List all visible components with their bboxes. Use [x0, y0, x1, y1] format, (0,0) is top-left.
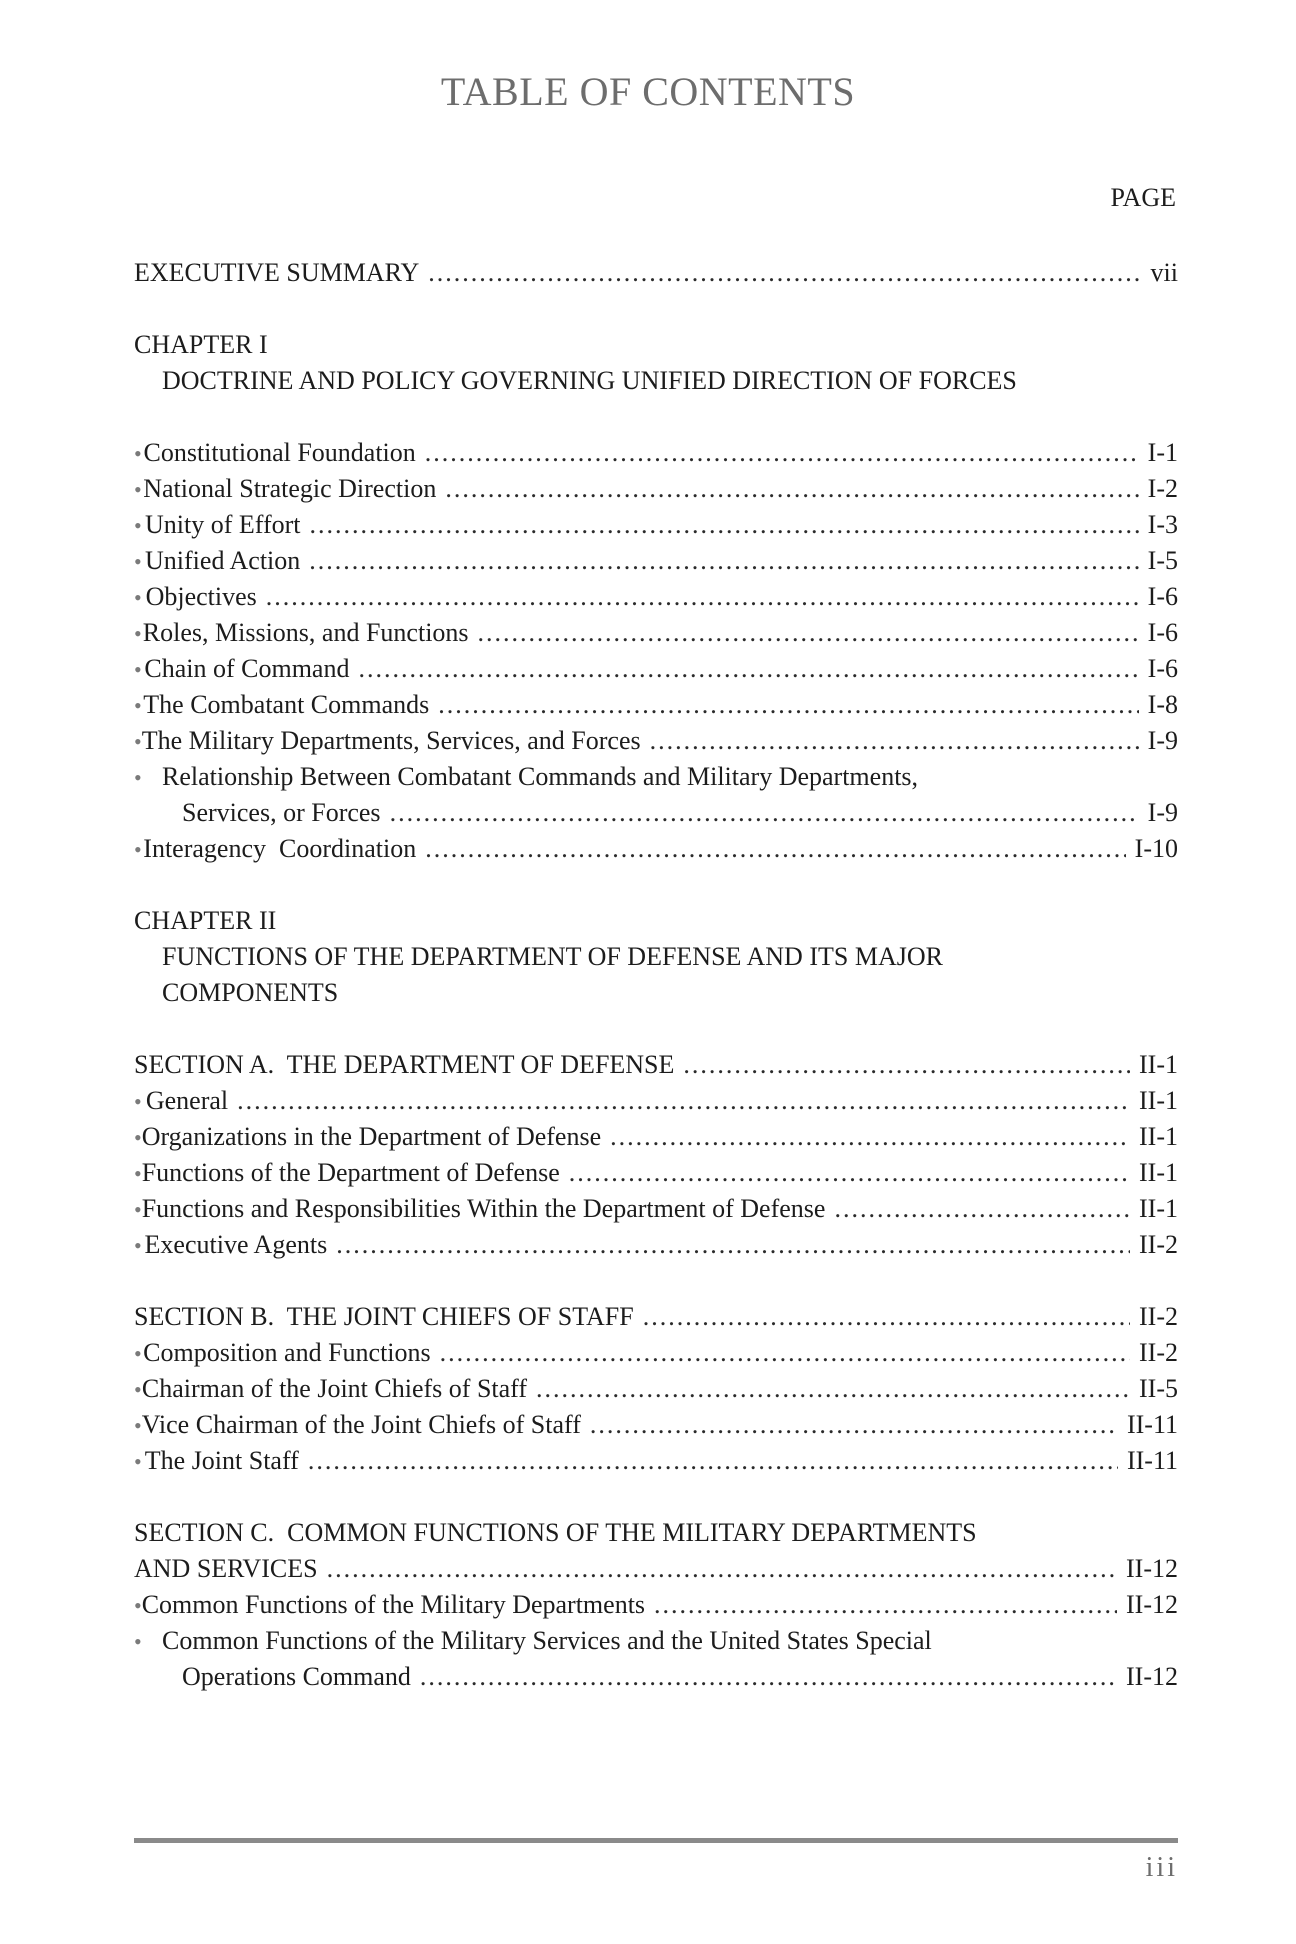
toc-entry[interactable] — [134, 1443, 1178, 1479]
toc-entry[interactable] — [134, 543, 1178, 579]
toc-section-a[interactable] — [134, 1047, 1178, 1083]
chapter-title-line1: FUNCTIONS OF THE DEPARTMENT OF DEFENSE AND ITS MAJOR — [162, 942, 943, 971]
toc-entry-page: II-12 — [1126, 1662, 1178, 1691]
toc-entry-label: Functions of the Department of Defense — [141, 1158, 560, 1187]
toc-entry-label: The Combatant Commands — [143, 690, 430, 719]
toc-entry[interactable] — [134, 579, 1178, 615]
bullet-icon: • — [134, 1233, 142, 1258]
dot-leader — [569, 1155, 1130, 1191]
toc-entry-label-line2: Operations Command — [182, 1662, 411, 1691]
toc-entry-label: Objectives — [145, 582, 257, 611]
toc-entry-label: The Military Departments, Services, and Forces — [141, 726, 641, 755]
toc-entry[interactable] — [134, 1335, 1178, 1371]
toc-entry[interactable] — [134, 1083, 1178, 1119]
toc-entry[interactable] — [134, 471, 1178, 507]
dot-leader — [478, 615, 1139, 651]
toc-entry-page: II-11 — [1126, 1446, 1178, 1475]
bullet-icon: • — [134, 1629, 142, 1654]
toc-entry-label: Roles, Missions, and Functions — [142, 618, 469, 647]
dot-leader — [308, 1443, 1118, 1479]
dot-leader — [425, 435, 1139, 471]
chapter-heading: CHAPTER II — [134, 906, 277, 935]
dot-leader — [610, 1119, 1130, 1155]
toc-entry-page: I-3 — [1147, 510, 1178, 539]
toc-entry[interactable] — [134, 1371, 1178, 1407]
toc-entry-page: I-5 — [1147, 546, 1178, 575]
bullet-icon: • — [134, 549, 142, 574]
toc-entry-label: EXECUTIVE SUMMARY — [134, 258, 420, 287]
toc-entry-page: II-2 — [1139, 1338, 1178, 1367]
toc-entry-label-line2: Services, or Forces — [182, 798, 381, 827]
section-page: II-2 — [1139, 1302, 1178, 1331]
toc-entry-label: The Joint Staff — [144, 1446, 299, 1475]
toc-entry-page: I-10 — [1134, 834, 1178, 863]
bullet-icon: • — [134, 585, 142, 610]
toc-entry-label: Constitutional Foundation — [143, 438, 416, 467]
toc-entry-page: II-11 — [1126, 1410, 1178, 1439]
toc-entry[interactable] — [134, 1191, 1178, 1227]
toc-entry-executive-summary[interactable] — [134, 255, 1178, 291]
toc-entry-label: Common Functions of the Military Departments — [141, 1590, 646, 1619]
dot-leader — [425, 831, 1125, 867]
toc-entry[interactable] — [134, 435, 1178, 471]
toc-entry[interactable] — [134, 1119, 1178, 1155]
page-number: iii — [1145, 1852, 1178, 1883]
bullet-icon: • — [134, 621, 142, 646]
bullet-icon: • — [134, 1449, 142, 1474]
toc-entry-label: Executive Agents — [144, 1230, 328, 1259]
dot-leader — [336, 1227, 1130, 1263]
dot-leader — [390, 795, 1139, 831]
dot-leader — [643, 1299, 1130, 1335]
toc-entry-page: II-12 — [1126, 1590, 1178, 1619]
dot-leader — [438, 687, 1138, 723]
table-of-contents — [134, 255, 1178, 1695]
bullet-icon: • — [134, 1125, 142, 1150]
toc-entry-label: Chairman of the Joint Chiefs of Staff — [141, 1374, 528, 1403]
toc-entry-label: Vice Chairman of the Joint Chiefs of Staff — [141, 1410, 581, 1439]
section-label: SECTION A. THE DEPARTMENT OF DEFENSE — [134, 1050, 675, 1079]
dot-leader — [428, 255, 1141, 291]
dot-leader — [327, 1551, 1117, 1587]
dot-leader — [310, 507, 1139, 543]
bullet-icon: • — [134, 693, 142, 718]
section-page: II-12 — [1126, 1554, 1178, 1583]
toc-entry-page: I-6 — [1147, 618, 1178, 647]
bullet-icon: • — [134, 441, 142, 466]
dot-leader — [654, 1587, 1117, 1623]
footer-rule — [134, 1838, 1178, 1843]
toc-entry-page: II-1 — [1139, 1194, 1178, 1223]
dot-leader — [266, 579, 1139, 615]
toc-entry-page: I-9 — [1147, 798, 1178, 827]
dot-leader — [445, 471, 1138, 507]
bullet-icon: • — [134, 477, 142, 502]
toc-entry-label: Interagency Coordination — [143, 834, 417, 863]
chapter-title-line2: COMPONENTS — [162, 978, 339, 1007]
toc-entry-label: Unity of Effort — [145, 510, 301, 539]
bullet-icon: • — [134, 837, 142, 862]
toc-entry-page: II-1 — [1139, 1158, 1178, 1187]
toc-entry-page: I-6 — [1147, 582, 1178, 611]
toc-entry-multiline[interactable] — [134, 1623, 1178, 1659]
toc-entry-label: Organizations in the Department of Defense — [141, 1122, 602, 1151]
toc-entry-page: I-2 — [1147, 474, 1178, 503]
toc-entry-label: General — [145, 1086, 229, 1115]
page-title: TABLE OF CONTENTS — [440, 69, 856, 114]
bullet-icon: • — [134, 513, 142, 538]
toc-entry-label-line1: Relationship Between Combatant Commands and Military Departments, — [162, 762, 919, 791]
toc-entry-multiline[interactable] — [134, 759, 1178, 795]
toc-entry-label-line1: Common Functions of the Military Services and the United States Special — [162, 1626, 932, 1655]
section-label: SECTION B. THE JOINT CHIEFS OF STAFF — [134, 1302, 634, 1331]
toc-entry-page: II-2 — [1139, 1230, 1178, 1259]
toc-entry[interactable] — [134, 723, 1178, 759]
toc-entry-label: Unified Action — [145, 546, 301, 575]
dot-leader — [309, 543, 1138, 579]
toc-entry[interactable] — [134, 1587, 1178, 1623]
bullet-icon: • — [134, 657, 142, 682]
toc-entry[interactable] — [134, 1407, 1178, 1443]
toc-entry-page: I-8 — [1147, 690, 1178, 719]
toc-entry[interactable] — [134, 507, 1178, 543]
toc-entry-page: I-9 — [1147, 726, 1178, 755]
dot-leader — [358, 651, 1138, 687]
toc-entry-label: Functions and Responsibilities Within the Department of Defense — [141, 1194, 826, 1223]
toc-entry-page: vii — [1150, 258, 1178, 287]
toc-entry[interactable] — [134, 831, 1178, 867]
toc-entry[interactable] — [134, 651, 1178, 687]
dot-leader — [440, 1335, 1130, 1371]
dot-leader — [650, 723, 1139, 759]
bullet-icon: • — [134, 1377, 142, 1402]
toc-entry-label: Composition and Functions — [143, 1338, 431, 1367]
page-column-header: PAGE — [1110, 183, 1176, 212]
toc-section-c[interactable] — [134, 1551, 1178, 1587]
toc-entry-label: Chain of Command — [144, 654, 350, 683]
toc-section-b[interactable] — [134, 1299, 1178, 1335]
bullet-icon: • — [134, 1593, 142, 1618]
bullet-icon: • — [134, 1089, 142, 1114]
toc-entry-page: I-1 — [1147, 438, 1178, 467]
bullet-icon: • — [134, 729, 142, 754]
chapter-title: DOCTRINE AND POLICY GOVERNING UNIFIED DIRECTION OF FORCES — [162, 366, 1017, 395]
toc-section-c-line1[interactable]: SECTION C. COMMON FUNCTIONS OF THE MILITARY DEPARTMENTS — [134, 1518, 977, 1547]
dot-leader — [237, 1083, 1130, 1119]
toc-entry-page: II-5 — [1139, 1374, 1178, 1403]
section-label-line2: AND SERVICES — [134, 1554, 318, 1583]
dot-leader — [536, 1371, 1130, 1407]
toc-entry[interactable] — [134, 1227, 1178, 1263]
toc-entry-label: National Strategic Direction — [143, 474, 437, 503]
toc-entry[interactable] — [134, 1155, 1178, 1191]
bullet-icon: • — [134, 1413, 142, 1438]
bullet-icon: • — [134, 1341, 142, 1366]
bullet-icon: • — [134, 1161, 142, 1186]
dot-leader — [420, 1659, 1117, 1695]
section-page: II-1 — [1139, 1050, 1178, 1079]
toc-entry[interactable] — [134, 615, 1178, 651]
bullet-icon: • — [134, 765, 142, 790]
dot-leader — [590, 1407, 1118, 1443]
toc-entry-page: II-1 — [1139, 1086, 1178, 1115]
toc-entry-page: I-6 — [1147, 654, 1178, 683]
dot-leader — [834, 1191, 1130, 1227]
toc-entry-continuation[interactable] — [134, 795, 1178, 831]
chapter-heading: CHAPTER I — [134, 330, 268, 359]
toc-entry-page: II-1 — [1139, 1122, 1178, 1151]
bullet-icon: • — [134, 1197, 142, 1222]
toc-entry[interactable] — [134, 687, 1178, 723]
dot-leader — [683, 1047, 1130, 1083]
toc-entry-continuation[interactable] — [134, 1659, 1178, 1695]
